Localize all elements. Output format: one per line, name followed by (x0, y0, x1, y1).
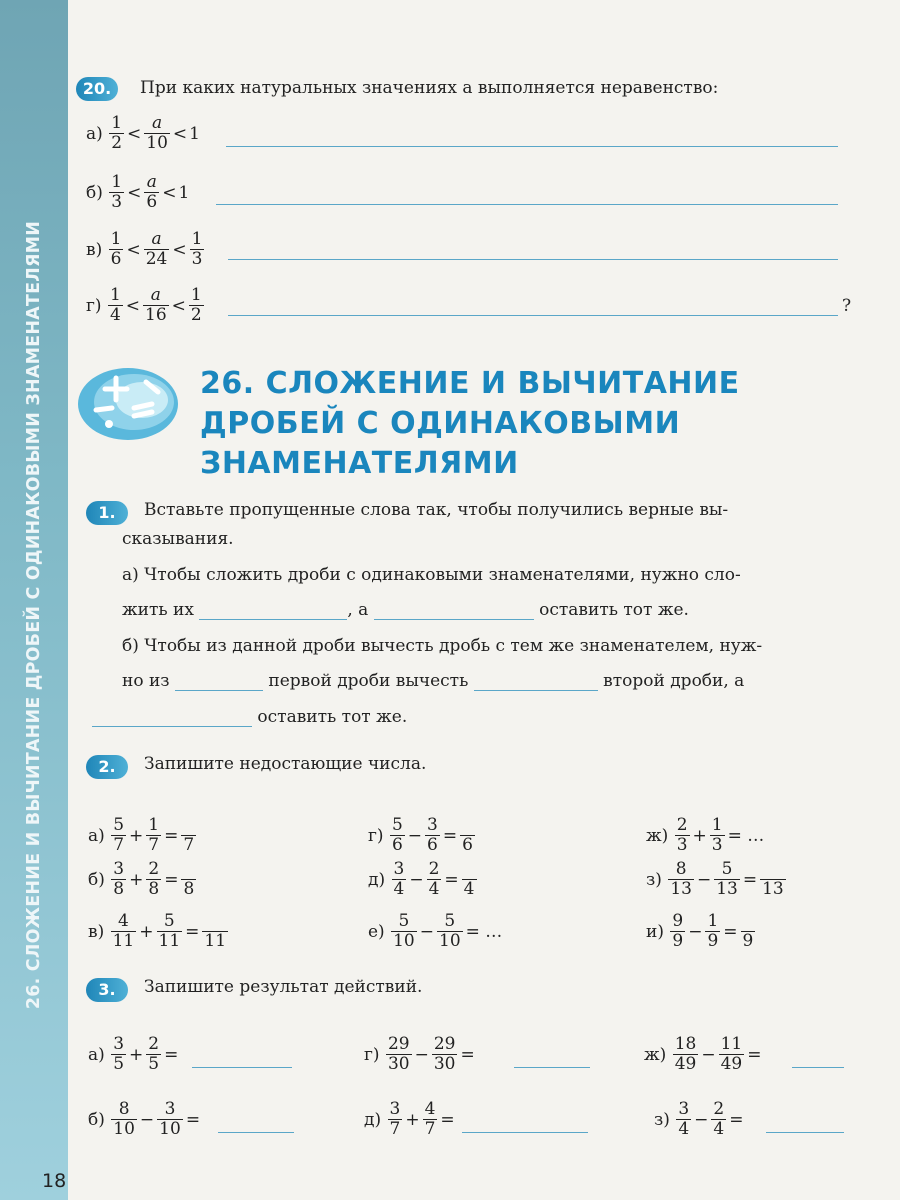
item-label: а) (88, 825, 105, 846)
item-label: в) (88, 921, 105, 942)
task-20-item-d: г) $\frac{1}{4}$ < $\frac{a}{16}$ < $\frac{1}{2}$ (86, 285, 202, 325)
fraction: $\frac{a}{10}$ (146, 113, 168, 153)
fraction: $\frac{1}{7}$ (148, 815, 160, 855)
fraction: $\frac{3}{5}$ (113, 1034, 125, 1074)
chapter-title-vertical: 26. СЛОЖЕНИЕ И ВЫЧИТАНИЕ ДРОБЕЙ С ОДИНАКОВЫМИ ЗНАМЕНАТЕЛЯМИ (24, 220, 44, 1010)
item-label: г) (368, 825, 384, 846)
fraction: $\frac{3}{4}$ (393, 859, 405, 899)
task-2-item[interactable]: г) $\frac{5}{6}$ − $\frac{3}{6}$ = 6 (368, 815, 473, 855)
answer-line[interactable] (462, 1132, 588, 1133)
fraction: 4 (462, 860, 477, 899)
task-20-item-c: в) $\frac{1}{6}$ < $\frac{a}{24}$ < $\frac{1}{3}$ (86, 229, 203, 269)
blank-field[interactable] (199, 601, 347, 620)
fraction: 8 (181, 860, 196, 899)
item-label: ж) (646, 825, 669, 846)
item-label: з) (654, 1109, 670, 1130)
fraction: $\frac{5}{10}$ (439, 911, 461, 951)
task-2-item[interactable]: в) $\frac{4}{11}$ + $\frac{5}{11}$ = 11 (88, 911, 227, 951)
fraction: $\frac{3}{6}$ (427, 815, 438, 855)
fraction: $\frac{3}{7}$ (389, 1099, 401, 1139)
fraction: $\frac{5}{7}$ (113, 815, 125, 855)
task-3-item: ж) $\frac{18}{49}$ − $\frac{11}{49}$ = (644, 1034, 762, 1074)
item-label: е) (368, 921, 385, 942)
fraction: $\frac{29}{30}$ (387, 1034, 410, 1074)
item-label: и) (646, 921, 664, 942)
task-20-badge: 20. (76, 77, 118, 101)
item-label: а) (86, 123, 103, 144)
section-title: 26. СЛОЖЕНИЕ И ВЫЧИТАНИЕ ДРОБЕЙ С ОДИНАКОВЫМИ ЗНАМЕНАТЕЛЯМИ (200, 366, 740, 481)
answer-line[interactable] (514, 1067, 590, 1068)
fraction: $\frac{1}{6}$ (110, 229, 122, 269)
fraction: $\frac{8}{13}$ (670, 859, 692, 899)
fraction: $\frac{1}{2}$ (190, 285, 202, 325)
task-2-item[interactable]: ж) $\frac{2}{3}$ + $\frac{1}{3}$ = … (646, 815, 765, 855)
item-label: д) (364, 1109, 382, 1130)
task-20-item-a: а) $\frac{1}{2}$ < $\frac{a}{10}$ < 1 (86, 113, 200, 153)
task-1-prompt-line2: сказывания. (122, 529, 234, 549)
fraction: $\frac{5}{10}$ (393, 911, 415, 951)
fraction: $\frac{11}{49}$ (720, 1034, 743, 1074)
answer-line[interactable] (228, 315, 838, 316)
fraction: $\frac{1}{3}$ (711, 815, 723, 855)
fraction: $\frac{3}{4}$ (678, 1099, 690, 1139)
answer-line[interactable] (218, 1132, 294, 1133)
fraction: $\frac{2}{4}$ (428, 859, 440, 899)
fraction: $\frac{18}{49}$ (674, 1034, 697, 1074)
fraction: 9 (741, 912, 756, 951)
item-label: в) (86, 239, 103, 260)
task-1-a-line1: а) Чтобы сложить дроби с одинаковыми знаменателями, нужно сло- (122, 565, 741, 585)
fraction: $\frac{a}{16}$ (145, 285, 167, 325)
task-2-item[interactable]: з) $\frac{8}{13}$ − $\frac{5}{13}$ = 13 (646, 859, 784, 899)
task-2-badge: 2. (86, 755, 128, 779)
fraction: $\frac{9}{9}$ (672, 911, 684, 951)
item-label: г) (86, 295, 102, 316)
item-label: б) (88, 1109, 105, 1130)
answer-line[interactable] (216, 204, 838, 205)
fraction: $\frac{2}{3}$ (676, 815, 688, 855)
task-3-item: б) $\frac{8}{10}$ − $\frac{3}{10}$ = (88, 1099, 201, 1139)
task-1-a-line2: жить их , а оставить тот же. (122, 600, 689, 620)
answer-line[interactable] (766, 1132, 844, 1133)
task-3-item: г) $\frac{29}{30}$ − $\frac{29}{30}$ = (364, 1034, 475, 1074)
blank-field[interactable] (374, 601, 534, 620)
fraction: $\frac{1}{2}$ (111, 113, 123, 153)
answer-line[interactable] (192, 1067, 292, 1068)
task-20-prompt: При каких натуральных значениях a выполняется неравенство: (140, 78, 719, 98)
task-2-item[interactable]: д) $\frac{3}{4}$ − $\frac{2}{4}$ = 4 (368, 859, 475, 899)
task-3-item: а) $\frac{3}{5}$ + $\frac{2}{5}$ = (88, 1034, 179, 1074)
page-number: 18 (42, 1170, 67, 1192)
task-3-badge: 3. (86, 978, 128, 1002)
fraction: $\frac{5}{11}$ (158, 911, 181, 951)
item-label: ж) (644, 1044, 667, 1065)
task-3-item: д) $\frac{3}{7}$ + $\frac{4}{7}$ = (364, 1099, 455, 1139)
fraction: $\frac{3}{8}$ (113, 859, 125, 899)
section-logo-icon (76, 364, 184, 444)
fraction: $\frac{2}{5}$ (148, 1034, 160, 1074)
fraction: $\frac{29}{30}$ (433, 1034, 456, 1074)
fraction: $\frac{1}{4}$ (109, 285, 121, 325)
task-1-prompt-line1: Вставьте пропущенные слова так, чтобы получились верные вы- (144, 500, 729, 520)
task-1-b-line2: но из первой дроби вычесть второй дроби, а (122, 671, 745, 691)
fraction: $\frac{4}{7}$ (424, 1099, 436, 1139)
task-3-prompt: Запишите результат действий. (144, 977, 423, 997)
task-2-item[interactable]: и) $\frac{9}{9}$ − $\frac{1}{9}$ = 9 (646, 911, 754, 951)
answer-line[interactable] (228, 259, 838, 260)
fraction: $\frac{5}{6}$ (391, 815, 403, 855)
fraction: 7 (181, 816, 196, 855)
task-2-item[interactable]: е) $\frac{5}{10}$ − $\frac{5}{10}$ = … (368, 911, 503, 951)
task-1-b-line3: оставить тот же. (92, 707, 407, 727)
blank-field[interactable] (474, 672, 598, 691)
fraction: $\frac{a}{24}$ (145, 229, 168, 269)
fraction: $\frac{2}{8}$ (148, 859, 160, 899)
fraction: 11 (202, 912, 228, 951)
question-mark: ? (842, 296, 852, 316)
fraction: $\frac{a}{6}$ (146, 172, 158, 212)
task-1-badge: 1. (86, 501, 128, 525)
item-label: д) (368, 869, 386, 890)
blank-field[interactable] (175, 672, 263, 691)
fraction: $\frac{1}{9}$ (707, 911, 719, 951)
fraction: $\frac{8}{10}$ (113, 1099, 135, 1139)
item-label: г) (364, 1044, 380, 1065)
task-20-item-b: б) $\frac{1}{3}$ < $\frac{a}{6}$ < 1 (86, 172, 190, 212)
fraction: $\frac{4}{11}$ (112, 911, 135, 951)
answer-line[interactable] (792, 1067, 844, 1068)
fraction: $\frac{2}{4}$ (713, 1099, 725, 1139)
task-3-item: з) $\frac{3}{4}$ − $\frac{2}{4}$ = (654, 1099, 744, 1139)
fraction: $\frac{5}{13}$ (716, 859, 738, 899)
fraction: $\frac{3}{10}$ (159, 1099, 181, 1139)
chapter-sidebar (0, 0, 68, 1200)
fraction: $\frac{1}{3}$ (191, 229, 203, 269)
answer-line[interactable] (226, 146, 838, 147)
task-2-prompt: Запишите недостающие числа. (144, 754, 427, 774)
item-label: з) (646, 869, 662, 890)
item-label: б) (86, 182, 103, 203)
task-2-item[interactable]: а) $\frac{5}{7}$ + $\frac{1}{7}$ = 7 (88, 815, 195, 855)
fraction: 6 (460, 816, 475, 855)
item-label: а) (88, 1044, 105, 1065)
task-1-b-line1: б) Чтобы из данной дроби вычесть дробь с тем же знаменателем, нуж- (122, 636, 763, 656)
fraction: $\frac{1}{3}$ (111, 172, 123, 212)
fraction: 13 (760, 860, 786, 899)
blank-field[interactable] (92, 708, 252, 727)
task-2-item[interactable]: б) $\frac{3}{8}$ + $\frac{2}{8}$ = 8 (88, 859, 195, 899)
item-label: б) (88, 869, 105, 890)
